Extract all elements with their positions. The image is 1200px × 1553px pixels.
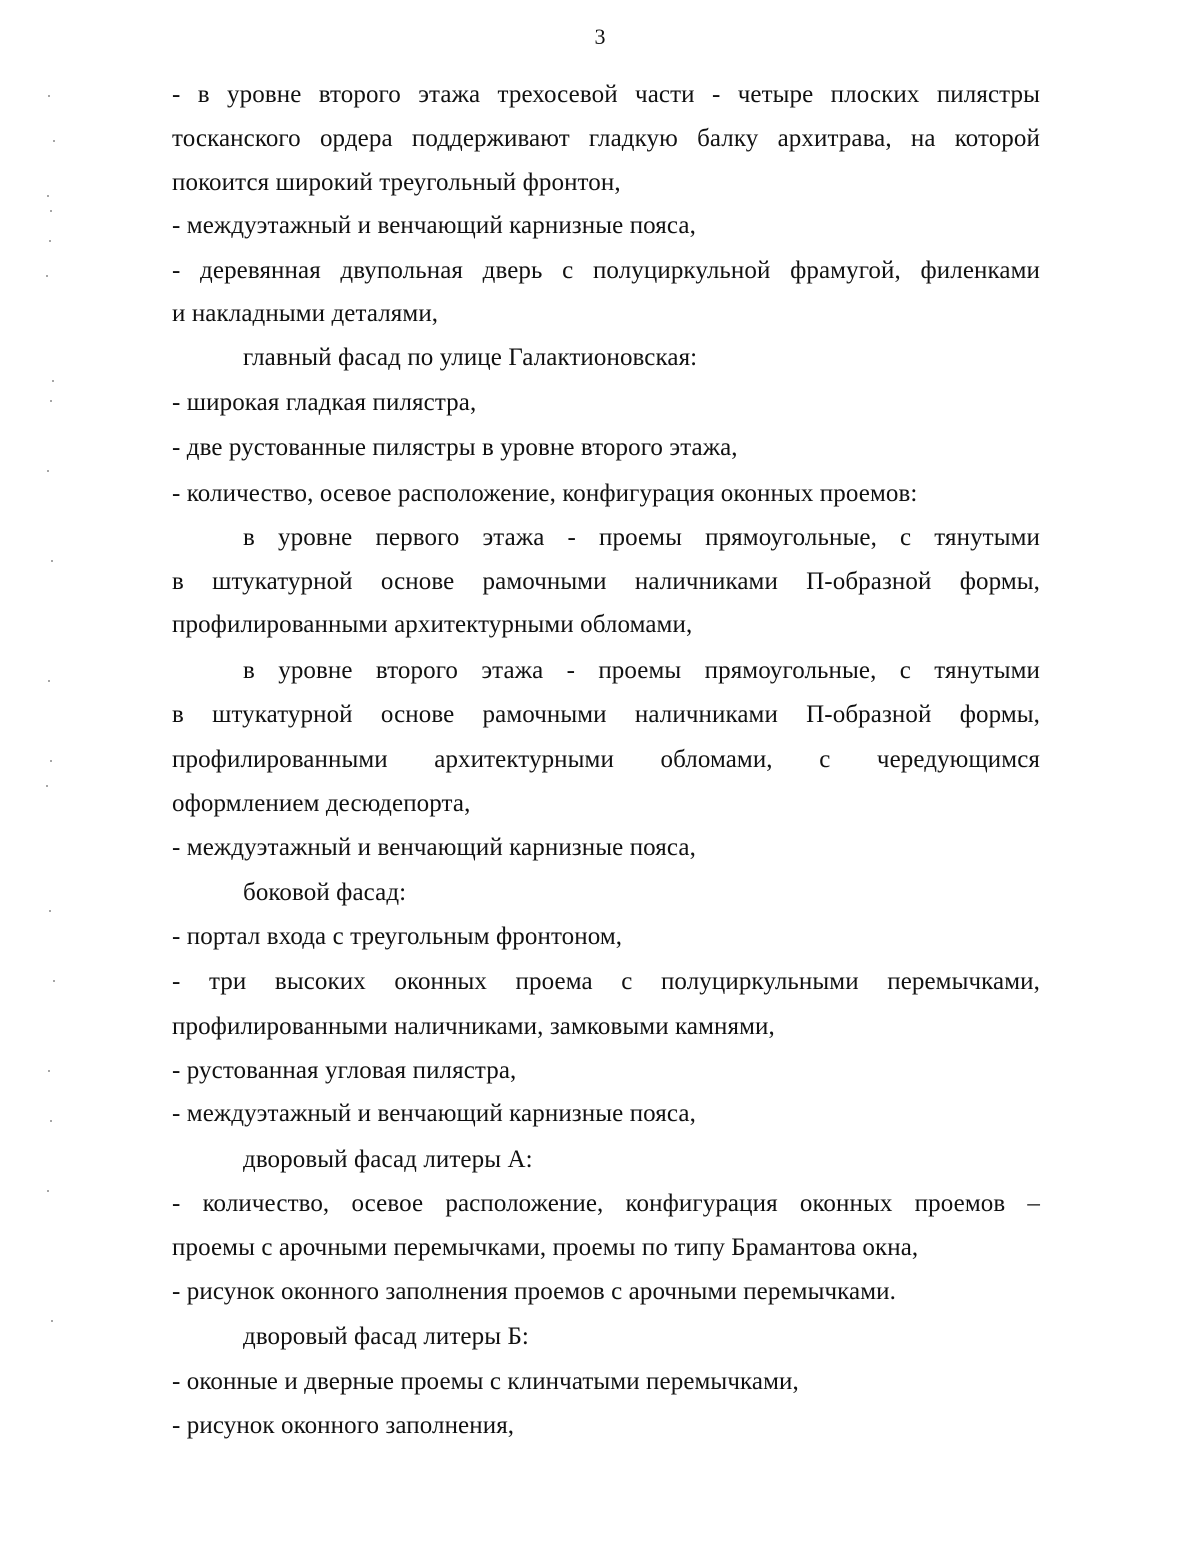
text-line: в штукатурной основе рамочными наличниками П-образной формы, — [172, 701, 1040, 728]
text-line: - количество, осевое расположение, конфигурация оконных проемов – — [172, 1190, 1040, 1217]
scan-margin-specks — [44, 80, 74, 1380]
text-line: - широкая гладкая пилястра, — [172, 389, 477, 416]
text-line: - рисунок оконного заполнения проемов с арочными перемычками. — [172, 1278, 896, 1305]
text-line: оформлением десюдепорта, — [172, 790, 471, 817]
text-line: - междуэтажный и венчающий карнизные пояса, — [172, 1100, 696, 1127]
text-line: - портал входа с треугольным фронтоном, — [172, 923, 623, 950]
text-line: - рустованная угловая пилястра, — [172, 1057, 517, 1084]
text-line: профилированными наличниками, замковыми камнями, — [172, 1013, 775, 1040]
text-line: в уровне второго этажа - проемы прямоугольные, с тянутыми — [243, 657, 1040, 684]
text-line: - междуэтажный и венчающий карнизные пояса, — [172, 212, 696, 239]
text-line: в штукатурной основе рамочными наличниками П-образной формы, — [172, 568, 1040, 595]
text-line: - междуэтажный и венчающий карнизные пояса, — [172, 834, 696, 861]
text-line: и накладными деталями, — [172, 300, 439, 327]
text-line: профилированными архитектурными обломами, — [172, 611, 693, 638]
text-line: профилированными архитектурными обломами, с чередующимся — [172, 746, 1040, 773]
text-line: - деревянная двупольная дверь с полуциркульной фрамугой, филенками — [172, 257, 1040, 284]
text-line: - три высоких оконных проема с полуциркульными перемычками, — [172, 968, 1040, 995]
page-number: 3 — [594, 24, 606, 49]
text-line: - рисунок оконного заполнения, — [172, 1412, 515, 1439]
section-heading: дворовый фасад литеры А: — [243, 1146, 533, 1173]
section-heading: дворовый фасад литеры Б: — [243, 1323, 529, 1350]
text-line: проемы с арочными перемычками, проемы по типу Брамантова окна, — [172, 1234, 919, 1261]
text-line: в уровне первого этажа - проемы прямоугольные, с тянутыми — [243, 524, 1040, 551]
section-heading: главный фасад по улице Галактионовская: — [243, 344, 698, 371]
text-line: покоится широкий треугольный фронтон, — [172, 169, 621, 196]
text-line: - количество, осевое расположение, конфигурация оконных проемов: — [172, 480, 918, 507]
section-heading: боковой фасад: — [243, 879, 407, 906]
text-line: - две рустованные пилястры в уровне второго этажа, — [172, 434, 738, 461]
text-line: - оконные и дверные проемы с клинчатыми перемычками, — [172, 1368, 799, 1395]
text-line: - в уровне второго этажа трехосевой части - четыре плоских пилястры — [172, 81, 1040, 108]
text-line: тосканского ордера поддерживают гладкую балку архитрава, на которой — [172, 125, 1040, 152]
